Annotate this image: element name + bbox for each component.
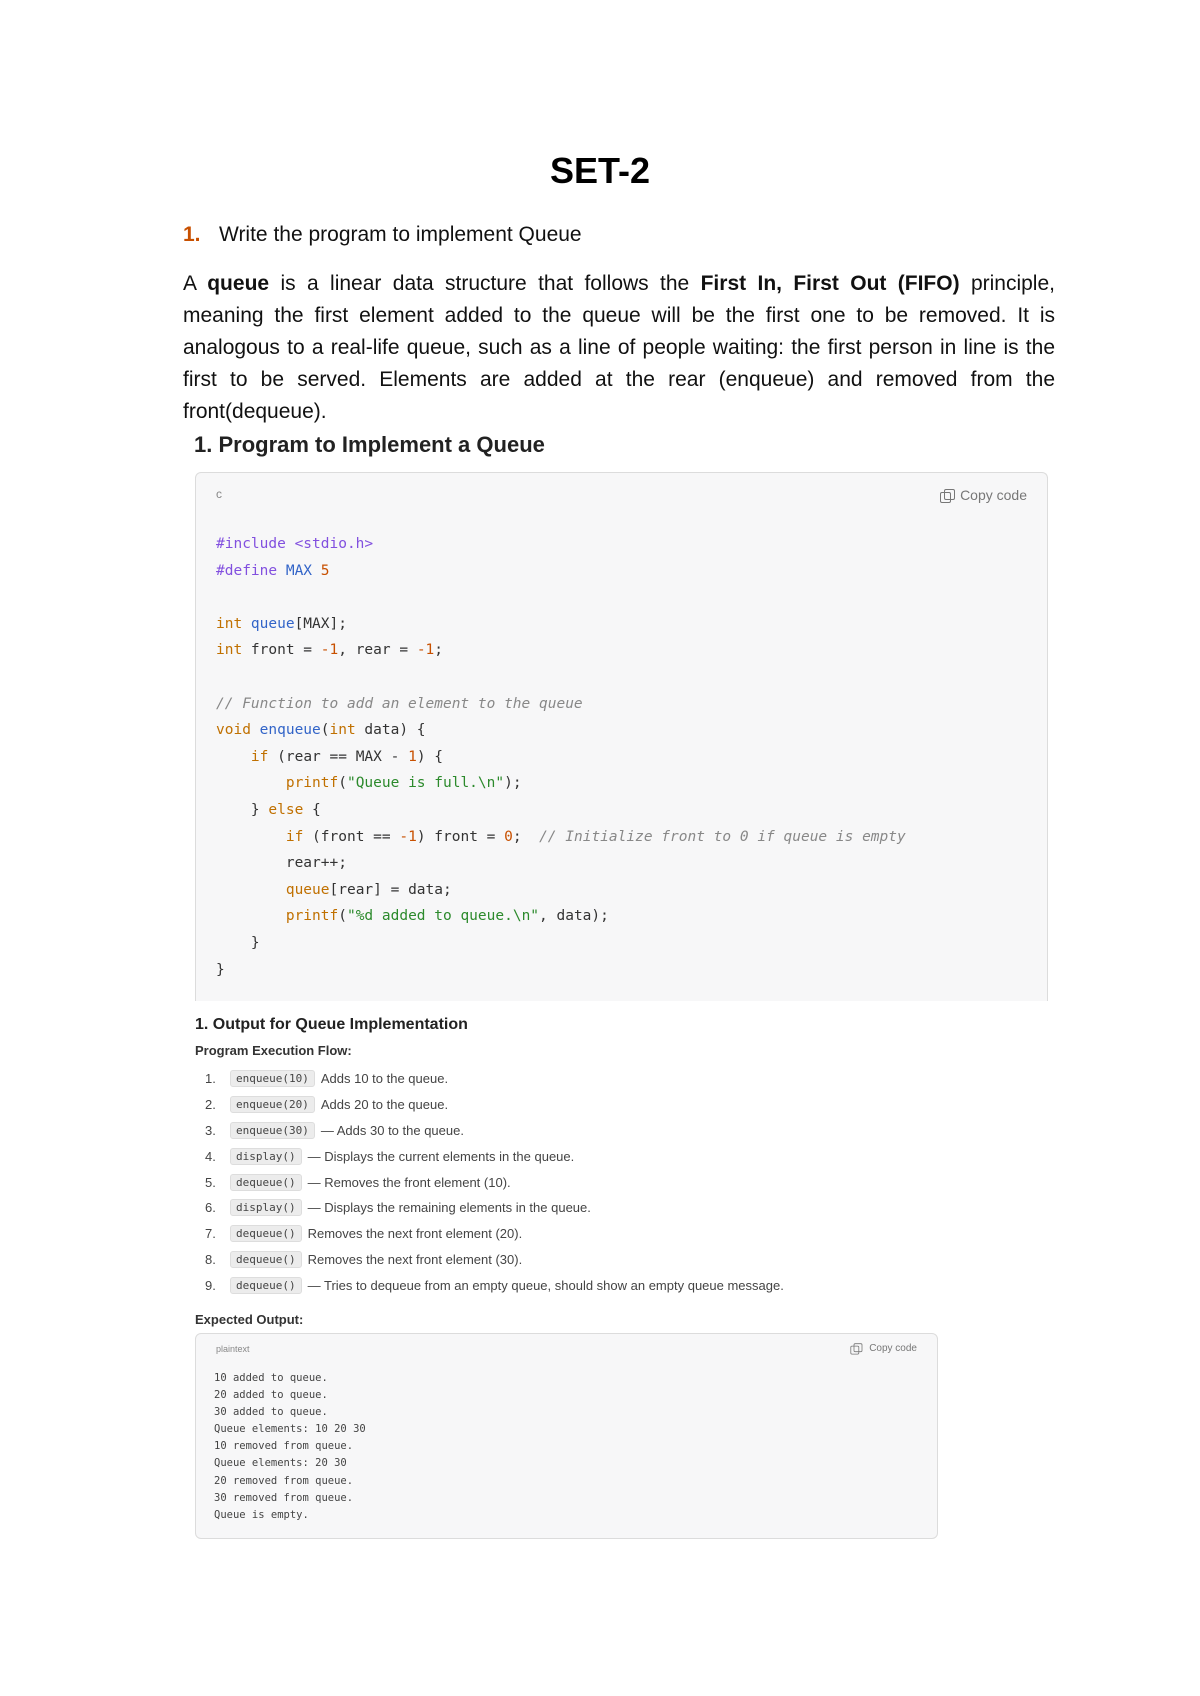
code-token: ) {: [416, 748, 444, 765]
code-token: rear++;: [216, 855, 347, 872]
code-token: int: [216, 615, 251, 632]
execution-flow-list: [205, 1066, 784, 1298]
code-token: MAX: [285, 562, 321, 579]
code-token: else: [268, 801, 313, 818]
output-line: 10 removed from queue.: [214, 1440, 354, 1453]
code-token: ;: [512, 828, 540, 845]
code-token: queue: [250, 615, 295, 632]
code-token: [216, 882, 286, 898]
code-token: front =: [250, 642, 321, 659]
code-token: }: [216, 934, 260, 951]
copy-icon: [851, 1343, 862, 1353]
code-line: [216, 611, 906, 638]
code-token: 1: [408, 748, 417, 765]
para-bold-fifo: First In, First Out (FIFO): [700, 272, 960, 295]
flow-call: enqueue(30): [230, 1122, 315, 1139]
flow-description: Adds 10 to the queue.: [320, 1071, 449, 1087]
code-token: {: [312, 801, 321, 818]
code-line: [216, 664, 906, 691]
code-token: }: [216, 801, 269, 818]
code-token: 5: [320, 562, 330, 579]
code-token: , rear =: [338, 642, 417, 659]
flow-item: [205, 1118, 784, 1144]
flow-call: dequeue(): [230, 1277, 302, 1294]
page-title: SET-2: [549, 150, 651, 191]
flow-call: enqueue(10): [230, 1070, 315, 1087]
code-token: [MAX];: [294, 615, 347, 632]
output-code-block: [195, 1333, 938, 1539]
flow-item: [205, 1195, 784, 1221]
code-token: );: [504, 775, 522, 792]
code-token: void: [216, 722, 260, 739]
code-token: }: [216, 961, 225, 978]
flow-description: Removes the next front element (20).: [307, 1226, 523, 1242]
flow-number: 3.: [205, 1122, 216, 1138]
copy-output-button[interactable]: [849, 1342, 917, 1355]
code-token: [216, 775, 286, 791]
copy-code-label: Copy code: [960, 487, 1027, 503]
code-token: #include <stdio.h>: [216, 536, 374, 552]
flow-description: — Adds 30 to the queue.: [320, 1122, 464, 1138]
code-line: [216, 744, 906, 771]
copy-icon: [940, 489, 954, 502]
para-text-2: is a linear data structure that follows the: [269, 272, 701, 295]
flow-number: 6.: [205, 1200, 216, 1216]
output-line: Queue is empty.: [214, 1508, 309, 1521]
code-line: [216, 850, 906, 877]
code-token: (: [338, 908, 347, 925]
output-line: 30 added to queue.: [214, 1406, 328, 1419]
code-line: [216, 558, 906, 585]
code-token: (rear == MAX -: [277, 748, 409, 765]
flow-number: 2.: [205, 1097, 216, 1113]
code-line: [216, 717, 906, 744]
code-token: [216, 749, 251, 765]
flow-description: Adds 20 to the queue.: [320, 1097, 449, 1113]
flow-number: 5.: [205, 1174, 216, 1190]
code-token: int: [329, 722, 365, 739]
code-line: [216, 877, 906, 904]
flow-description: — Displays the current elements in the queue.: [307, 1148, 575, 1164]
code-block: [195, 472, 1048, 1001]
code-token: "%d added to queue.\n": [346, 908, 540, 925]
flow-description: — Removes the front element (10).: [307, 1174, 511, 1190]
flow-item: [205, 1066, 784, 1092]
flow-number: 4.: [205, 1148, 216, 1164]
code-line: [216, 531, 906, 558]
output-line: 20 removed from queue.: [214, 1474, 354, 1487]
output-line: 20 added to queue.: [214, 1389, 328, 1402]
code-line: [216, 930, 906, 957]
output-line: 30 removed from queue.: [214, 1491, 354, 1504]
code-token: -1: [399, 828, 417, 845]
code-token: #define: [216, 562, 286, 579]
flow-call: display(): [230, 1199, 302, 1216]
copy-code-button[interactable]: [940, 487, 1027, 503]
flow-call: dequeue(): [230, 1251, 302, 1268]
queue-description: [183, 268, 1055, 428]
code-line: [216, 691, 906, 718]
code-line: [216, 584, 906, 611]
flow-number: 8.: [205, 1251, 216, 1267]
code-line: [216, 797, 906, 824]
code-token: (front ==: [312, 828, 400, 845]
code-token: // Function to add an element to the queue: [216, 695, 583, 712]
flow-heading: Program Execution Flow:: [195, 1043, 352, 1058]
para-bold-queue: queue: [207, 272, 270, 295]
flow-description: Removes the next front element (30).: [307, 1251, 523, 1267]
code-token: , data);: [539, 908, 609, 925]
code-token: -1: [416, 642, 435, 659]
code-token: ;: [434, 642, 444, 659]
para-text-1: A: [183, 272, 208, 295]
flow-number: 1.: [205, 1071, 216, 1087]
output-line: Queue elements: 10 20 30: [214, 1423, 366, 1436]
flow-call: enqueue(20): [230, 1096, 315, 1113]
flow-number: 7.: [205, 1226, 216, 1242]
flow-number: 9.: [205, 1277, 216, 1293]
code-token: (: [338, 775, 347, 792]
code-token: [216, 908, 286, 924]
code-token: enqueue: [259, 722, 321, 739]
flow-call: display(): [230, 1148, 302, 1165]
code-token: (: [320, 722, 330, 739]
output-line: 10 added to queue.: [214, 1372, 328, 1384]
code-line: [216, 637, 906, 664]
code-token: [rear] = data;: [329, 881, 452, 898]
flow-call: dequeue(): [230, 1174, 302, 1191]
code-token: if: [250, 748, 278, 765]
code-token: [216, 829, 286, 845]
code-token: 0: [504, 828, 513, 845]
code-token: data) {: [364, 722, 426, 739]
output-language-label: plaintext: [216, 1344, 250, 1354]
code-token: if: [285, 828, 313, 845]
code-token: queue: [285, 881, 330, 898]
question-item: [183, 223, 582, 247]
flow-item: [205, 1247, 784, 1273]
output-content: [214, 1370, 366, 1524]
question-number: 1.: [183, 223, 201, 246]
program-heading: 1. Program to Implement a Queue: [194, 432, 545, 457]
flow-call: dequeue(): [230, 1225, 302, 1242]
question-text: Write the program to implement Queue: [219, 223, 582, 246]
code-token: ) front =: [416, 828, 505, 845]
flow-description: — Tries to dequeue from an empty queue, should show an empty queue message.: [307, 1277, 784, 1293]
code-token: -1: [320, 642, 339, 659]
para-text-3: principle, meaning the first element added to the queue will be the first one to be removed. It is analogous to a real-life queue, such as a line of people waiting: the first person in line is the first to be served. Elements are added at the rear (enqueue) and removed from the front(dequeue).: [183, 272, 1055, 423]
flow-item: [205, 1169, 784, 1195]
code-line: [216, 957, 906, 984]
expected-output-heading: Expected Output:: [195, 1312, 304, 1327]
code-content: [216, 531, 906, 983]
code-language-label: c: [216, 487, 222, 501]
code-token: printf: [285, 908, 339, 925]
code-line: [216, 770, 906, 797]
code-line: [216, 903, 906, 930]
flow-description: — Displays the remaining elements in the queue.: [307, 1200, 591, 1216]
code-line: [216, 824, 906, 851]
code-token: // Initialize front to 0 if queue is empty: [539, 828, 906, 845]
flow-item: [205, 1272, 784, 1298]
code-token: int: [216, 642, 251, 659]
code-token: "Queue is full.\n": [346, 775, 505, 792]
flow-item: [205, 1221, 784, 1247]
output-line: Queue elements: 20 30: [214, 1457, 347, 1470]
code-token: printf: [285, 775, 339, 792]
flow-item: [205, 1092, 784, 1118]
flow-item: [205, 1143, 784, 1169]
copy-output-label: Copy code: [869, 1343, 917, 1354]
output-heading: 1. Output for Queue Implementation: [195, 1016, 468, 1033]
